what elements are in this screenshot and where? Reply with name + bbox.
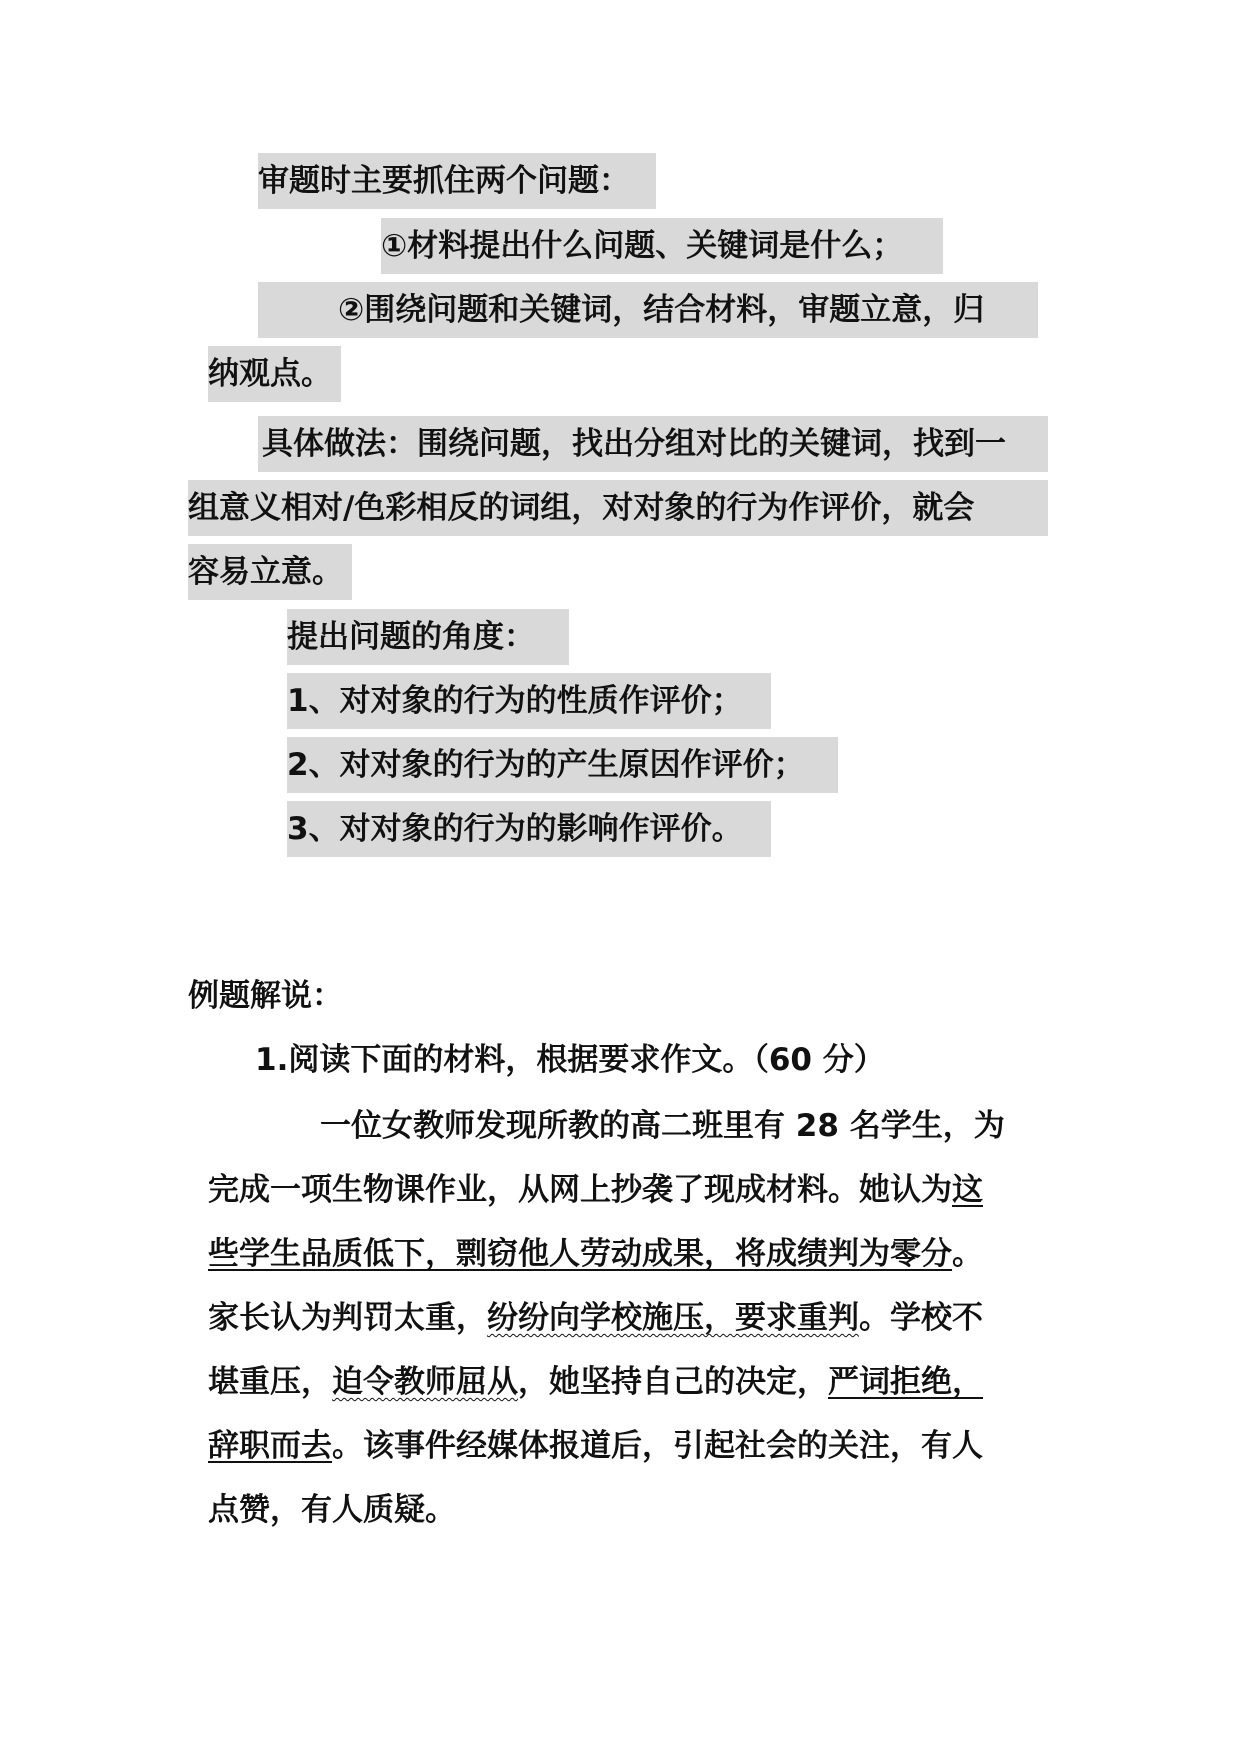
method-line-1: 具体做法：围绕问题，找出分组对比的关键词，找到一 [258, 416, 1048, 472]
material-line-1: 一位女教师发现所教的高二班里有 28 名学生，为 [320, 1108, 1005, 1144]
underlined-phrase: 严词拒绝， [828, 1364, 983, 1400]
material-text: 堪重压， [208, 1364, 332, 1400]
wavy-underlined-phrase: 迫令教师屈从 [332, 1364, 518, 1400]
material-text: 家长认为判罚太重， [208, 1300, 487, 1336]
material-text: 。 [952, 1236, 983, 1272]
material-line-2 [208, 1162, 983, 1218]
material-line-7: 点赞，有人质疑。 [208, 1492, 456, 1528]
material-text: ，她坚持自己的决定， [518, 1364, 828, 1400]
point-2-line-1: ②围绕问题和关键词，结合材料，审题立意，归 [258, 282, 1038, 338]
example-heading: 例题解说： [188, 978, 343, 1014]
material-line-6 [208, 1418, 983, 1474]
material-text: 。学校不 [859, 1300, 983, 1336]
underlined-phrase: 些学生品质低下，剽窃他人劳动成果，将成绩判为零分 [208, 1236, 952, 1272]
underlined-phrase: 这 [952, 1172, 983, 1208]
angle-item-1: 1、对对象的行为的性质作评价； [287, 673, 771, 729]
material-line-5 [208, 1354, 983, 1410]
material-text: 。该事件经媒体报道后，引起社会的关注，有人 [332, 1428, 983, 1464]
angle-item-3: 3、对对象的行为的影响作评价。 [287, 801, 771, 857]
material-line-4 [208, 1290, 983, 1346]
angle-heading: 提出问题的角度： [287, 609, 569, 665]
example-question: 1.阅读下面的材料，根据要求作文。（60 分） [255, 1042, 885, 1078]
angle-item-2: 2、对对象的行为的产生原因作评价； [287, 737, 838, 793]
point-1: ①材料提出什么问题、关键词是什么； [381, 218, 943, 274]
point-2-line-2: 纳观点。 [208, 346, 341, 402]
wavy-underlined-phrase: 纷纷向学校施压，要求重判 [487, 1300, 859, 1336]
method-line-3: 容易立意。 [188, 544, 352, 600]
material-line-3 [208, 1226, 983, 1282]
method-line-2: 组意义相对/色彩相反的词组，对对象的行为作评价，就会 [188, 480, 1048, 536]
underlined-phrase: 辞职而去 [208, 1428, 332, 1464]
material-text: 完成一项生物课作业，从网上抄袭了现成材料。她认为 [208, 1172, 952, 1208]
section-heading: 审题时主要抓住两个问题： [258, 153, 656, 209]
